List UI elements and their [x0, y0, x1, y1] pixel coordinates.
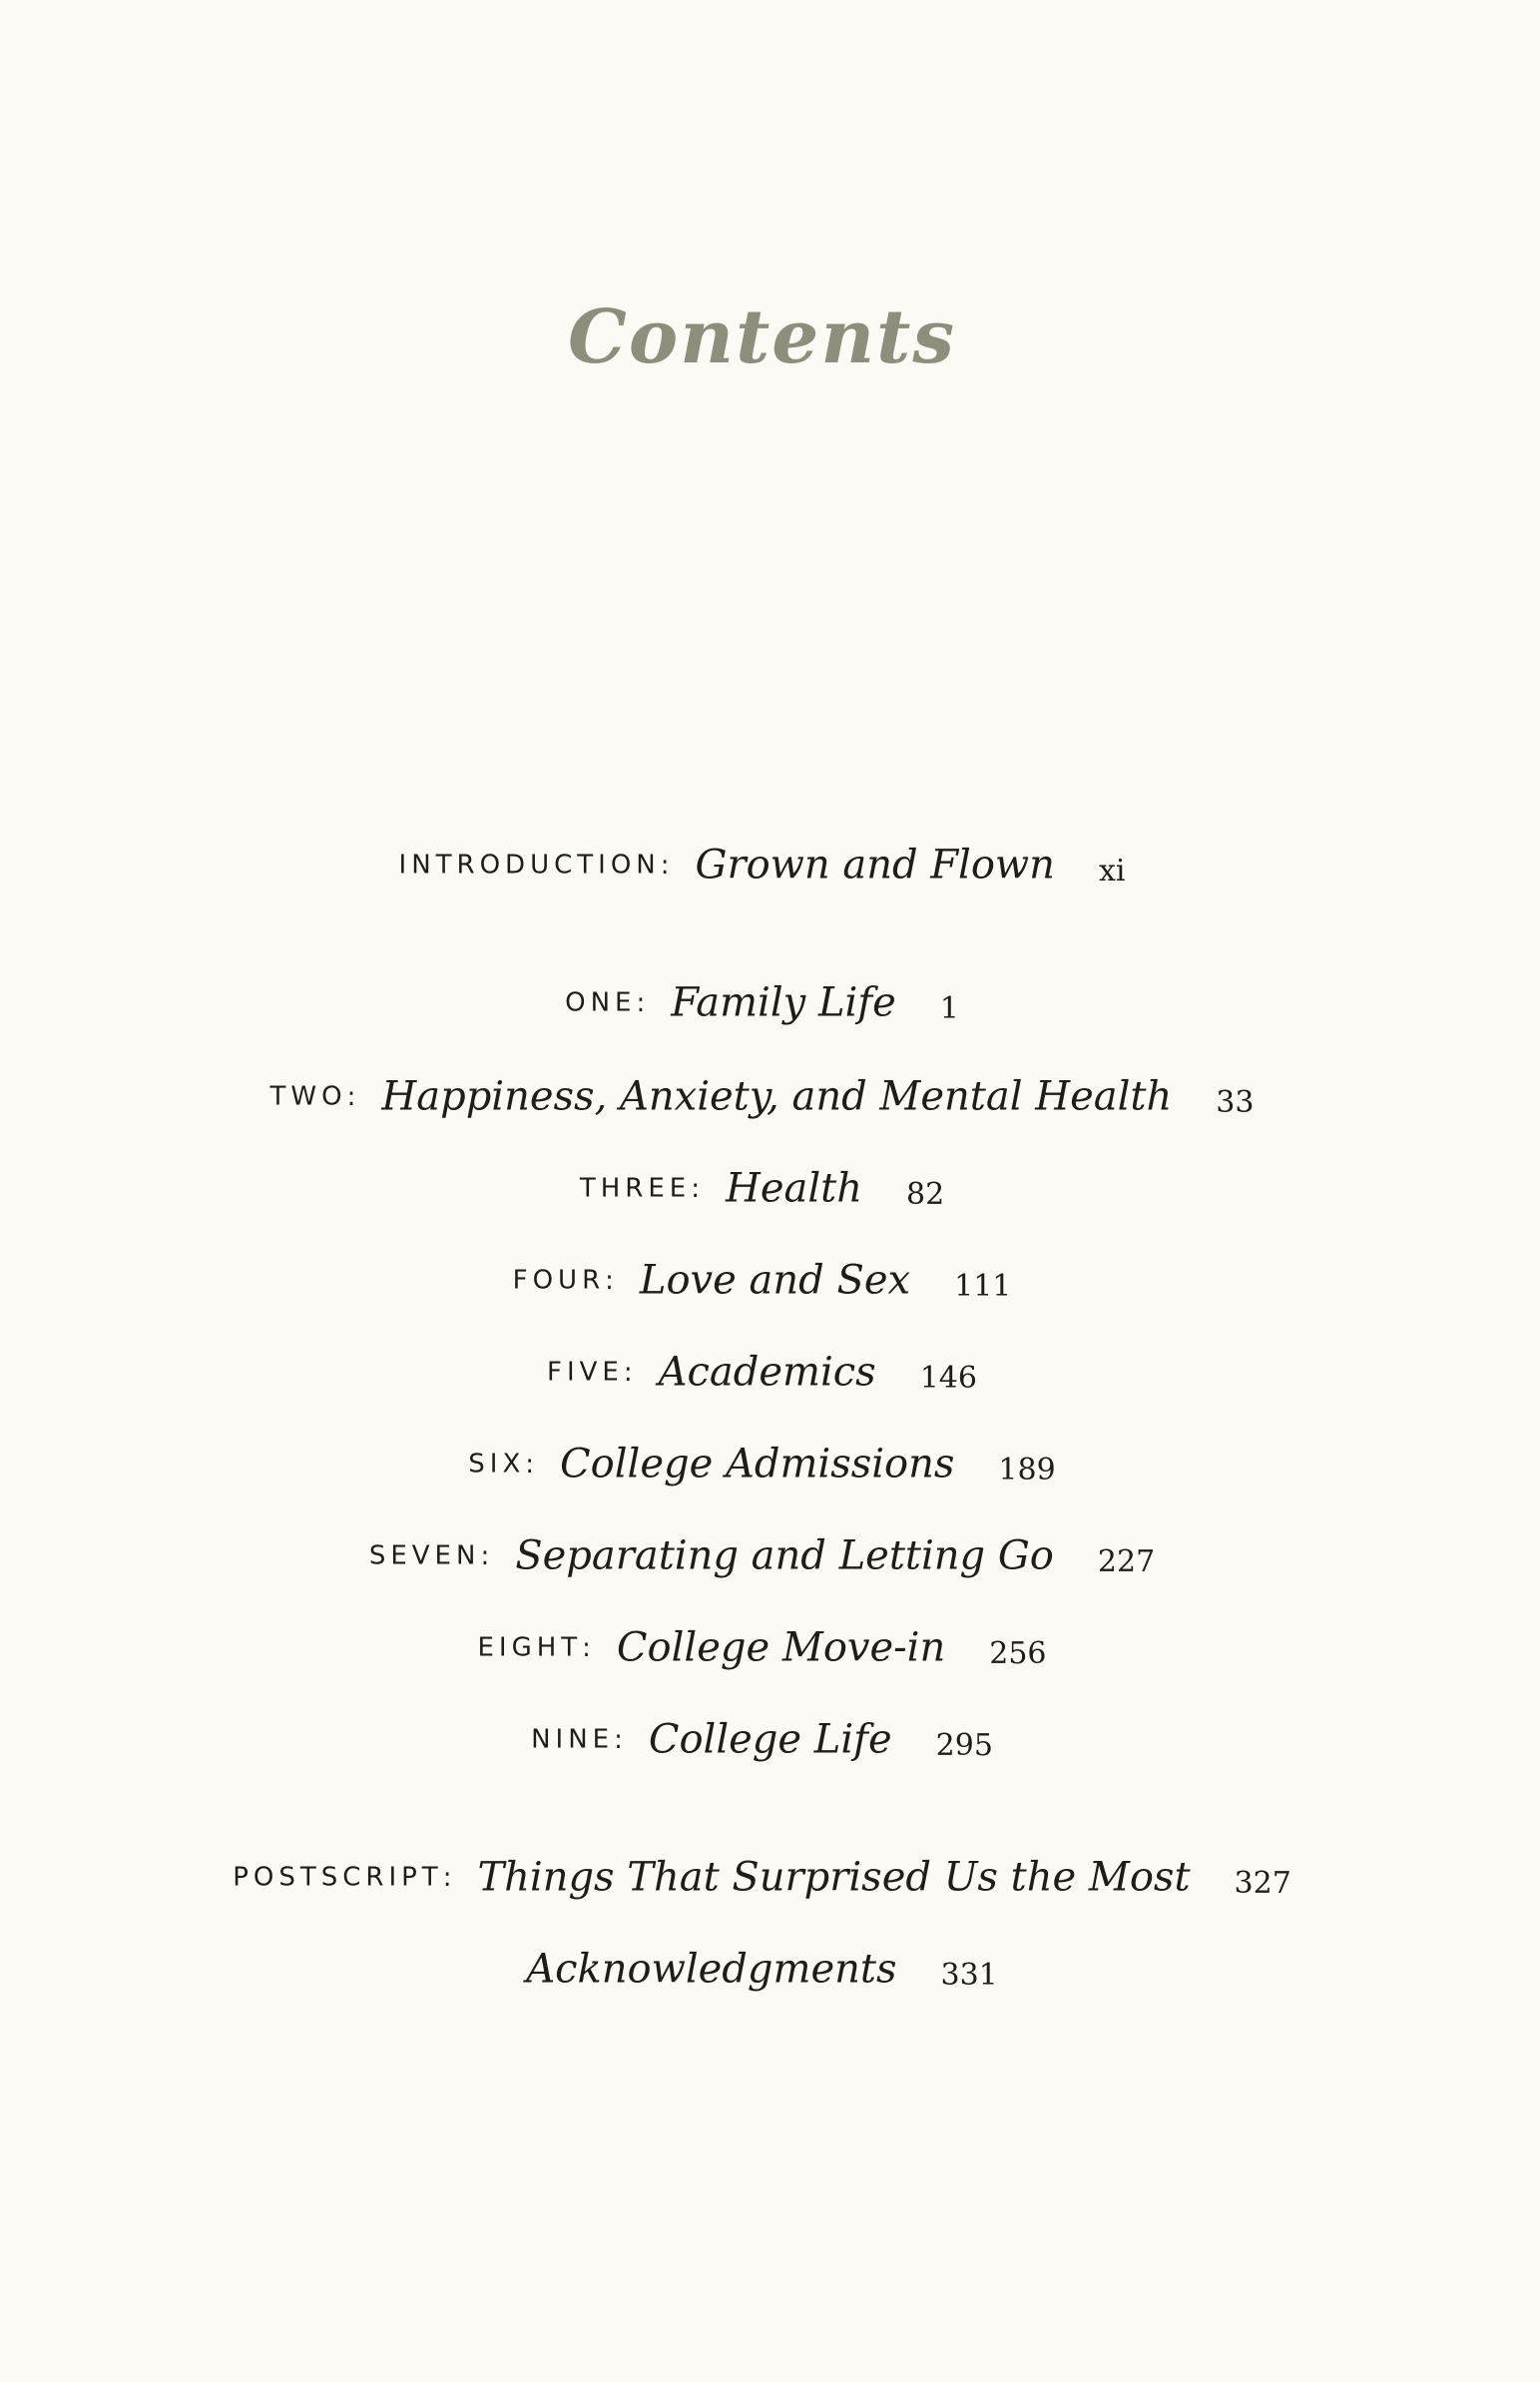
toc-colon: : [636, 987, 646, 1018]
toc-entry-postscript [0, 1847, 1524, 1907]
toc-page-number: 146 [919, 1360, 977, 1396]
toc-label: FIVE [547, 1357, 624, 1388]
toc-label: EIGHT [477, 1632, 583, 1663]
toc-colon: : [582, 1632, 591, 1663]
toc-label: SEVEN [368, 1540, 481, 1571]
toc-entry-five [0, 1342, 1524, 1402]
toc-colon: : [442, 1862, 452, 1893]
toc-title: Love and Sex [639, 1257, 911, 1304]
toc-page-number: 189 [998, 1452, 1056, 1488]
toc-title: College Admissions [560, 1441, 955, 1488]
page-title: Contents [568, 295, 956, 380]
toc-title: Academics [658, 1349, 876, 1396]
toc-title: Separating and Letting Go [515, 1532, 1054, 1579]
toc-entry-one [0, 972, 1524, 1032]
toc-page-number: 256 [989, 1635, 1047, 1671]
toc-entry-seven [0, 1525, 1524, 1585]
toc-entry-acknowledgments [0, 1939, 1524, 1999]
toc-entry-three [0, 1158, 1524, 1218]
toc-entry-introduction [0, 835, 1524, 894]
toc-entry-four [0, 1250, 1524, 1310]
toc-title: Things That Surprised Us the Most [477, 1854, 1191, 1901]
toc-colon: : [691, 1173, 700, 1204]
toc-page-number: 295 [935, 1727, 993, 1763]
toc-label: SIX [468, 1449, 526, 1480]
toc-label: POSTSCRIPT [233, 1862, 443, 1893]
toc-title: Family Life [671, 979, 896, 1026]
toc-colon: : [660, 850, 670, 881]
toc-colon: : [525, 1449, 535, 1480]
toc-entry-two [0, 1066, 1524, 1126]
toc-label: FOUR [512, 1265, 606, 1296]
toc-label: ONE [565, 987, 637, 1018]
toc-title: Health [725, 1165, 862, 1212]
toc-label: TWO [269, 1081, 347, 1112]
toc-page-number: 111 [954, 1268, 1012, 1304]
toc-entry-nine [0, 1709, 1524, 1769]
toc-title: College Life [648, 1716, 892, 1763]
toc-colon: : [346, 1081, 356, 1112]
toc-page-number: 331 [940, 1957, 998, 1993]
toc-label: THREE [579, 1173, 692, 1204]
toc-page-number: 327 [1234, 1865, 1291, 1901]
toc-title: Happiness, Anxiety, and Mental Health [381, 1073, 1173, 1120]
toc-label: INTRODUCTION [398, 850, 661, 881]
toc-colon: : [614, 1724, 623, 1755]
toc-label: NINE [531, 1724, 615, 1755]
toc-title: College Move-in [616, 1624, 946, 1671]
toc-page-number: 82 [905, 1176, 945, 1212]
toc-page-number: 33 [1216, 1084, 1255, 1120]
toc-colon: : [480, 1540, 490, 1571]
toc-colon: : [623, 1357, 633, 1388]
toc-title: Acknowledgments [526, 1946, 897, 1993]
toc-title: Grown and Flown [695, 842, 1055, 889]
toc-page-number: 1 [939, 990, 959, 1026]
toc-entry-six [0, 1434, 1524, 1493]
toc-page-number: xi [1098, 853, 1126, 889]
toc-entry-eight [0, 1617, 1524, 1677]
toc-page-number: 227 [1097, 1543, 1156, 1579]
toc-colon: : [605, 1265, 614, 1296]
